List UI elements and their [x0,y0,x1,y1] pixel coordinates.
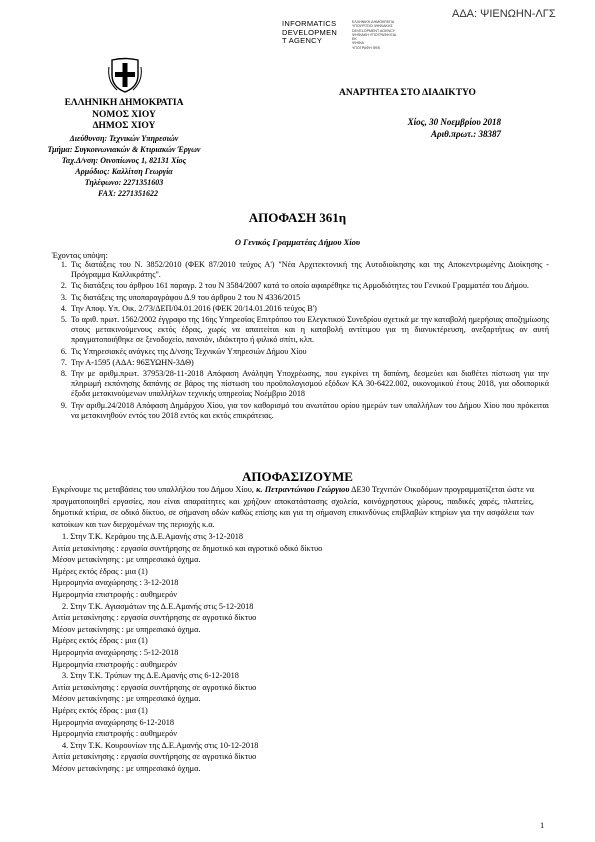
document-date: Χίος, 30 Νοεμβρίου 2018 [407,117,501,127]
phone: Τηλέφωνο: 2271351603 [84,177,164,187]
decision-title: ΑΠΟΦΑΣΗ 361η [248,210,347,225]
agency-fine-line: DEVELOPMENT AGENCY [352,28,396,33]
trip-line: Ημέρες εκτός έδρας : μια (1) [52,636,148,646]
country-name: ΕΛΛΗΝΙΚΗ ΔΗΜΟΚΡΑΤΙΑ [64,98,184,108]
decision-body [52,484,534,530]
list-item: 2. Τις διατάξεις του άρθρου 161 παραγρ. 2 του Ν 3584/2007 κατά το οποίο αφαιρέθηκε τις Αρμοδιότητες του Γενικού Γραμματέα του Δήμου. [69,281,549,291]
address: Ταχ.Δ/νση: Οινοπίωνος 1, 82131 Χίος [61,155,187,165]
municipality-name: ΔΗΜΟΣ ΧΙΟΥ [92,121,156,131]
trip-line: Μέσον μετακίνησης : με υπηρεσιακό όχημα. [52,694,201,704]
trip-line: Μέσον μετακίνησης : με υπηρεσιακό όχημα. [52,763,201,773]
trip-line: Αιτία μετακίνησης : εργασία συντήρησης σε αγροτικό δίκτυο [52,752,257,762]
list-item: 7. Την Α-1595 (ΑΔΑ: 96ΞΥΩΗΝ-3ΔΘ) [69,358,549,368]
decision-subtitle: Ο Γενικός Γραμματέας Δήμου Χίου [234,237,361,247]
trip [52,740,534,775]
agency-line: INFORMATICS [282,19,337,28]
trip-heading: 2. Στην Τ.Κ. Αγιασμάτων της Δ.Ε.Αμανής στις 5-12-2018 [62,601,254,611]
protocol-number: Αριθ.πρωτ.: 38387 [431,129,501,139]
directorate: Διεύθυνση: Τεχνικών Υπηρεσιών [69,133,179,143]
responsible-person: Αρμόδιος: Καλλίτση Γεωργία [75,166,173,176]
trip-line: Ημερομηνία αναχώρησης : 5-12-2018 [52,647,179,657]
trip-line: Μέσον μετακίνησης : με υπηρεσιακό όχημα. [52,555,201,565]
issuer-block [20,98,228,199]
agency-fine-line: ΨΗΦΙΑ [352,41,364,46]
agency-name [282,20,352,46]
fax: FAX: 2271351622 [98,188,158,198]
agency-fine-line: ΥΠΟΥΡΓΕΙΟ ΨΗΦΙΑΚΗΣ [352,24,393,29]
trip-line: Αιτία μετακίνησης : εργασία συντήρησης σε αγροτικό δίκτυο [52,682,257,692]
approval-text: Εγκρίνουμε τις μεταβάσεις του υπαλλήλου του Δήμου Χίου, [52,485,254,494]
trip [52,531,534,601]
trip-line: Ημερομηνία επιστροφής : αυθημερόν [52,659,178,669]
department: Τμήμα: Συγκοινωνιακών & Κτιριακών Έργων [47,144,201,154]
trip-line: Ημερομηνία επιστροφής : αυθημερόν [52,729,178,739]
posting-block [305,88,510,139]
trip [52,670,534,740]
prefecture-name: ΝΟΜΟΣ ΧΙΟΥ [92,109,156,120]
list-item: 1. Τις διατάξεις του Ν. 3852/2010 (ΦΕΚ 87/2010 τεύχος Α') "Νέα Αρχιτεκτονική της Αυτοδιοίκησης και της Αποκεντρωμένης Διοίκησης - Πρόγραμμα Καλλικράτης". [69,260,549,280]
trips-list [52,531,534,774]
approval-rest: ΔΕ30 Τεχνιτών Οικοδόμων προγραμματίζεται ώστε να πραγματοποιηθεί εργασίες, που είναι απαραίτητες και χρήζουν αποκατάστασης σχολεία, κοινόχρηστους χώρους, παιδικές χαρές, πλατείες, δημοτικά κτίρια, σε οδικό δίκτυο, σε σήμανση οδών καθώς επίσης και για τη σήμανση επικινδύνως επιβλαβών κτηρίων για την ασφάλεια των κατοίκων και των διερχομένων της περιοχής κ.α. [52,485,534,529]
list-item: 6. Τις Υπηρεσιακές ανάγκες της Δ/νσης Τεχνικών Υπηρεσιών Δήμου Χίου [69,347,549,357]
employee-name: κ. Πετραντώνιου Γεώργιου [256,485,350,494]
considerations-list [52,260,549,422]
agency-line: DEVELOPMEN [282,27,338,37]
considering-label: Έχοντας υπόψη: [52,250,108,260]
trip-heading: 4. Στην Τ.Κ. Κουρουνίων της Δ.Ε.Αμανής στις 10-12-2018 [62,740,259,750]
trip-line: Αιτία μετακίνησης : εργασία συντήρησης σε δημοτικό και αγροτικό οδικό δίκτυο [52,543,323,553]
ada-code: ΑΔΑ: ΨΙΕΝΩΗΝ-ΛΓΣ [452,8,556,20]
posting-label: ΑΝΑΡΤΗΤΕΑ ΣΤΟ ΔΙΑΔΙΚΤΥΟ [339,88,476,98]
trip-line: Αιτία μετακίνησης : εργασία συντήρησης σε αγροτικό δίκτυο [52,613,257,623]
trip-heading: 1. Στην Τ.Κ. Κεράμου της Δ.Ε.Αμανής στις 3-12-2018 [62,532,244,541]
trip-line: Ημερομηνία επιστροφής : αυθημερόν [52,589,178,599]
trip-heading: 3. Στην Τ.Κ. Τρύπων της Δ.Ε.Αμανής στις 6-12-2018 [62,671,239,681]
agency-fine-line: ΨΗΦΙΑΚΗ ΥΠΟΓΡΑΦΗ ΕΙΔ [352,32,397,37]
trip [52,601,534,671]
agency-fine-print [352,20,422,50]
list-item: 5. Το αριθ. πρωτ. 1562/2002 έγγραφο της 16ης Υπηρεσίας Επιτρόπου του Ελεγκτικού Συνεδρίου σχετικά με την καταβολή ημερήσιας αποζημίωσης στους μετακινούμενους εκτός έδρας, χωρίς να απαιτείται και η καταβολή αντίτιμου για τη διανυκτέρευση, ανεξαρτήτως αν αυτή πραγματοποιήθηκε σε ξενοδοχείο, πανσιόν, ιδιόκτητο ή φιλικό σπίτι, κλπ. [69,315,549,346]
greek-coat-of-arms-icon [108,57,142,93]
list-item: 9. Την αριθμ.24/2018 Απόφαση Δημάρχου Χίου, για τον καθορισμό του ανωτάτου ορίου ημερών των υπαλλήλων του Δήμου Χίου που πρόκειται να μετακινηθούν εντός του 2018 εντός και εκτός επικράτειας. [69,401,549,421]
decision-heading: ΑΠΟΦΑΣΙΖΟΥΜΕ [242,469,353,484]
agency-fine-line: ΕΚ [352,37,357,42]
agency-line: T AGENCY [282,36,323,46]
trip-line: Ημερομηνία αναχώρησης : 3-12-2018 [52,578,179,588]
agency-fine-line: ΥΠΟΓΡΑΦΗ ΦΕΚ [352,45,381,50]
list-item: 3. Τις διατάξεις της υποπαραγράφου Δ.9 του άρθρου 2 του Ν 4336/2015 [69,293,549,303]
agency-fine-line: ΕΛΛΗΝΙΚΗ ΔΗΜΟΚΡΑΤΙΑ [352,20,395,24]
list-item: 4. Την Αποφ. Υπ. Οικ. 2/73/ΔΕΠ/04.01.2016 (ΦΕΚ 20/14.01.2016 τεύχος Β') [69,304,549,314]
list-item: 8. Την με αριθμ.πρωτ. 37953/28-11-2018 Απόφαση Ανάληψη Υποχρέωσης, που εγκρίνει τη δαπάνη, δεσμεύει και διαθέτει πίστωση για την πληρωμή εκπόνησης δαπάνης σε βάρος της πίστωση του προϋπολογισμού εξόδων ΚΑ 30-6422.002, οικονομικού έτους 2018, για οδοιπορικά έξοδα μετακινούμενων υπαλλήλων τεχνικής υπηρεσίας Νοέμβριο 2018 [69,369,549,400]
trip-line: Ημέρες εκτός έδρας : μια (1) [52,566,148,576]
trip-line: Μέσον μετακίνησης : με υπηρεσιακό όχημα. [52,624,201,634]
trip-line: Ημερομηνία αναχώρησης 6-12-2018 [52,717,175,727]
trip-line: Ημέρες εκτός έδρας : μια (1) [52,705,148,715]
page-number: 1 [540,820,545,830]
date-protocol [351,116,501,140]
